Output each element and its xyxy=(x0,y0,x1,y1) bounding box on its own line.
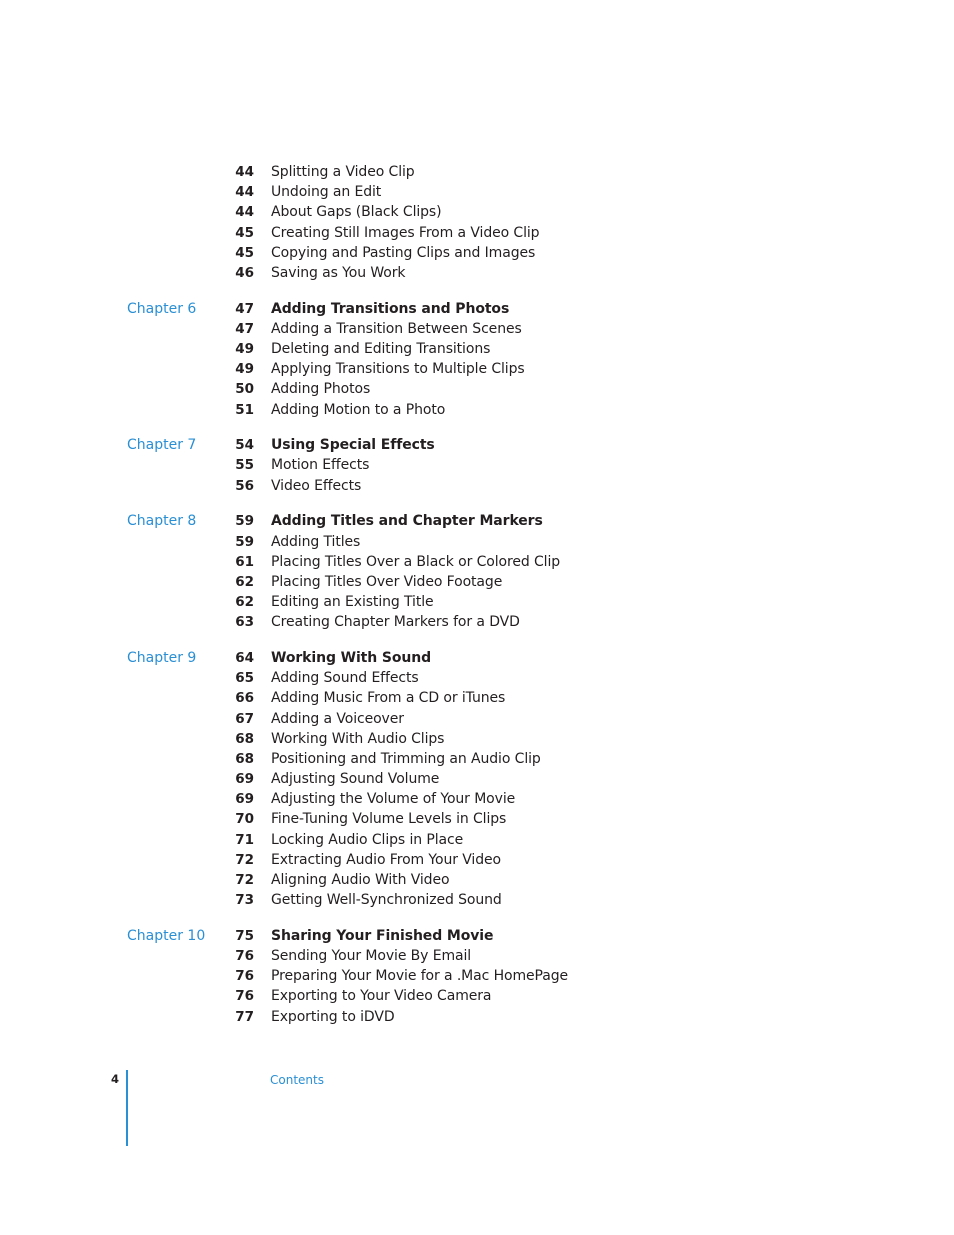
toc-entry-title[interactable]: Saving as You Work xyxy=(271,264,406,281)
toc-entry-title[interactable]: Placing Titles Over a Black or Colored Clip xyxy=(271,553,561,570)
toc-entry-title[interactable]: Adding Transitions and Photos xyxy=(271,300,510,317)
toc-entry-title[interactable]: Adjusting the Volume of Your Movie xyxy=(271,791,516,808)
toc-entry[interactable] xyxy=(0,263,954,283)
toc-entry-title[interactable]: Creating Still Images From a Video Clip xyxy=(271,224,540,241)
toc-page-number: 66 xyxy=(235,690,254,707)
toc-entry[interactable] xyxy=(0,319,954,339)
toc-entry-title[interactable]: Working With Sound xyxy=(271,649,432,666)
toc-page-number: 69 xyxy=(235,771,254,788)
toc-page-number: 62 xyxy=(235,594,254,611)
toc-entry-title[interactable]: Creating Chapter Markers for a DVD xyxy=(271,614,520,631)
toc-entry[interactable] xyxy=(0,339,954,359)
toc-page-number: 77 xyxy=(235,1008,254,1025)
toc-entry-title[interactable]: Splitting a Video Clip xyxy=(271,164,415,180)
toc-entry[interactable] xyxy=(0,769,954,789)
toc-entry-title[interactable]: Adding Photos xyxy=(271,381,371,398)
toc-group xyxy=(0,511,954,632)
toc-group xyxy=(0,299,954,420)
toc-entry[interactable] xyxy=(0,243,954,263)
toc-entry[interactable] xyxy=(0,966,954,986)
toc-page-number: 76 xyxy=(235,968,254,985)
toc-entry[interactable] xyxy=(0,379,954,399)
toc-entry-title[interactable]: Sending Your Movie By Email xyxy=(271,948,472,965)
chapter-label[interactable]: Chapter 9 xyxy=(127,649,197,666)
toc-page-number: 46 xyxy=(235,264,254,281)
toc-page-number: 59 xyxy=(235,533,254,550)
toc-page-number: 49 xyxy=(235,361,254,378)
toc-entry-title[interactable]: Exporting to iDVD xyxy=(271,1008,395,1025)
toc-entry[interactable] xyxy=(0,223,954,243)
toc-entry-title[interactable]: Video Effects xyxy=(271,477,362,494)
toc-entry-title[interactable]: Preparing Your Movie for a .Mac HomePage xyxy=(271,968,569,985)
table-of-contents xyxy=(0,162,954,1027)
toc-entry[interactable] xyxy=(0,592,954,612)
toc-entry[interactable] xyxy=(0,789,954,809)
toc-page-number: 62 xyxy=(235,573,254,590)
toc-entry-title[interactable]: Fine-Tuning Volume Levels in Clips xyxy=(271,811,507,828)
toc-entry[interactable] xyxy=(0,749,954,769)
toc-page-number: 72 xyxy=(235,872,254,888)
toc-chapter-heading[interactable] xyxy=(0,511,954,531)
toc-entry[interactable] xyxy=(0,729,954,749)
toc-entry-title[interactable]: Deleting and Editing Transitions xyxy=(271,341,491,357)
toc-entry-title[interactable]: Getting Well-Synchronized Sound xyxy=(271,892,502,909)
toc-page-number: 76 xyxy=(235,988,254,1005)
toc-group xyxy=(0,926,954,1027)
toc-page-number: 47 xyxy=(235,320,254,337)
toc-entry[interactable] xyxy=(0,830,954,850)
toc-page-number: 59 xyxy=(235,513,254,530)
toc-entry[interactable] xyxy=(0,182,954,202)
toc-page-number: 69 xyxy=(235,791,254,808)
toc-entry-title[interactable]: Adding Titles and Chapter Markers xyxy=(271,513,543,530)
toc-entry[interactable] xyxy=(0,668,954,688)
toc-entry-title[interactable]: Adding a Transition Between Scenes xyxy=(271,320,522,337)
toc-chapter-heading[interactable] xyxy=(0,648,954,668)
toc-group xyxy=(0,648,954,910)
footer-rule xyxy=(126,1070,128,1146)
toc-entry-title[interactable]: Locking Audio Clips in Place xyxy=(271,831,464,848)
toc-entry-title[interactable]: About Gaps (Black Clips) xyxy=(271,204,442,221)
toc-page-number: 70 xyxy=(235,811,254,828)
toc-entry-title[interactable]: Adding a Voiceover xyxy=(271,710,404,727)
toc-entry[interactable] xyxy=(0,1007,954,1027)
toc-entry[interactable] xyxy=(0,850,954,870)
toc-entry-title[interactable]: Adding Music From a CD or iTunes xyxy=(271,690,506,707)
toc-entry-title[interactable]: Positioning and Trimming an Audio Clip xyxy=(271,750,541,767)
toc-entry[interactable] xyxy=(0,532,954,552)
toc-entry[interactable] xyxy=(0,400,954,420)
toc-entry[interactable] xyxy=(0,162,954,182)
toc-page-number: 49 xyxy=(235,341,254,357)
toc-chapter-heading[interactable] xyxy=(0,299,954,319)
toc-entry[interactable] xyxy=(0,986,954,1006)
toc-entry[interactable] xyxy=(0,572,954,592)
toc-page-number: 63 xyxy=(235,614,254,631)
toc-entry[interactable] xyxy=(0,359,954,379)
toc-entry-title[interactable]: Using Special Effects xyxy=(271,437,435,454)
toc-chapter-heading[interactable] xyxy=(0,926,954,946)
toc-entry-title[interactable]: Motion Effects xyxy=(271,457,370,474)
toc-entry[interactable] xyxy=(0,552,954,572)
toc-entry-title[interactable]: Adjusting Sound Volume xyxy=(271,771,440,788)
toc-page-number: 72 xyxy=(235,851,254,868)
toc-entry[interactable] xyxy=(0,709,954,729)
chapter-label[interactable]: Chapter 8 xyxy=(127,513,197,530)
toc-page-number: 50 xyxy=(235,381,254,398)
toc-entry-title[interactable]: Adding Titles xyxy=(271,533,361,550)
chapter-label[interactable]: Chapter 6 xyxy=(127,300,197,317)
toc-entry-title[interactable]: Applying Transitions to Multiple Clips xyxy=(271,361,525,378)
toc-entry[interactable] xyxy=(0,202,954,222)
toc-entry[interactable] xyxy=(0,612,954,632)
toc-page-number: 68 xyxy=(235,730,254,747)
toc-page-number: 61 xyxy=(235,553,254,570)
toc-page-number: 44 xyxy=(235,184,254,201)
toc-page-number: 75 xyxy=(235,927,254,944)
toc-entry-title[interactable]: Undoing an Edit xyxy=(271,184,382,201)
toc-page-number: 76 xyxy=(235,948,254,965)
toc-entry-title[interactable]: Aligning Audio With Video xyxy=(271,872,450,888)
chapter-label[interactable]: Chapter 10 xyxy=(127,927,206,944)
toc-entry[interactable] xyxy=(0,809,954,829)
toc-entry-title[interactable]: Adding Sound Effects xyxy=(271,670,419,687)
toc-entry-title[interactable]: Extracting Audio From Your Video xyxy=(271,851,501,868)
toc-group xyxy=(0,435,954,496)
toc-entry[interactable] xyxy=(0,870,954,890)
toc-entry-title[interactable]: Editing an Existing Title xyxy=(271,594,434,611)
toc-page-number: 44 xyxy=(235,164,254,180)
toc-entry[interactable] xyxy=(0,890,954,910)
toc-page-number: 65 xyxy=(235,670,254,687)
page-number: 4 xyxy=(111,1072,120,1086)
chapter-label[interactable]: Chapter 7 xyxy=(127,437,197,454)
toc-page-number: 56 xyxy=(235,477,254,494)
toc-page-number: 73 xyxy=(235,892,254,909)
toc-group xyxy=(0,162,954,283)
toc-page-number: 51 xyxy=(235,401,254,418)
toc-page-number: 55 xyxy=(235,457,254,474)
toc-page-number: 68 xyxy=(235,750,254,767)
toc-page-number: 67 xyxy=(235,710,254,727)
toc-entry[interactable] xyxy=(0,688,954,708)
toc-page-number: 64 xyxy=(235,649,254,666)
toc-entry-title[interactable]: Placing Titles Over Video Footage xyxy=(271,573,503,590)
toc-entry-title[interactable]: Working With Audio Clips xyxy=(271,730,445,747)
toc-entry-title[interactable]: Sharing Your Finished Movie xyxy=(271,927,494,944)
toc-chapter-heading[interactable] xyxy=(0,435,954,455)
toc-page-number: 45 xyxy=(235,244,254,261)
toc-entry-title[interactable]: Copying and Pasting Clips and Images xyxy=(271,244,536,261)
toc-entry[interactable] xyxy=(0,946,954,966)
toc-entry[interactable] xyxy=(0,476,954,496)
toc-page-number: 47 xyxy=(235,300,254,317)
toc-entry-title[interactable]: Adding Motion to a Photo xyxy=(271,401,446,418)
toc-entry-title[interactable]: Exporting to Your Video Camera xyxy=(271,988,492,1005)
toc-page-number: 71 xyxy=(235,831,254,848)
footer-section-label: Contents xyxy=(270,1073,324,1087)
toc-entry[interactable] xyxy=(0,455,954,475)
toc-page-number: 44 xyxy=(235,204,254,221)
toc-page-number: 45 xyxy=(235,224,254,241)
toc-page-number: 54 xyxy=(235,437,254,454)
